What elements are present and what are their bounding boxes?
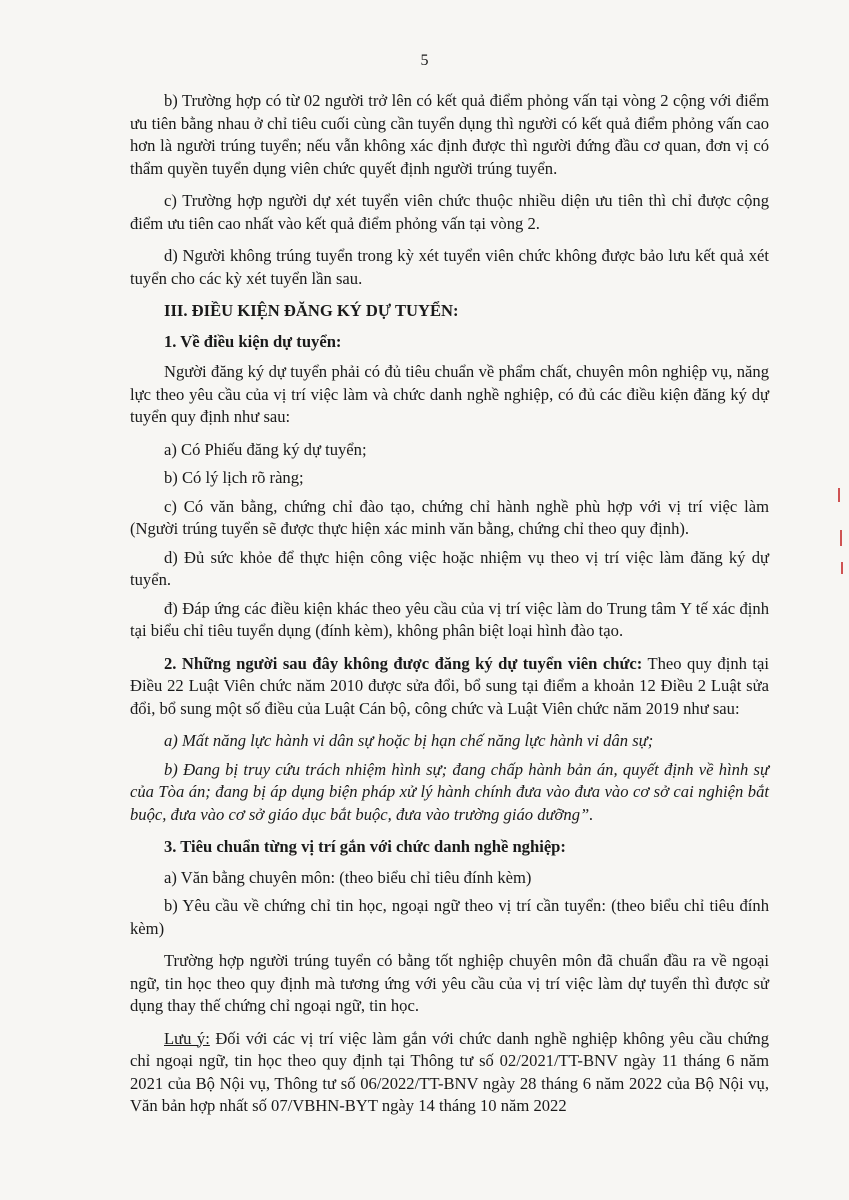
- subsection-3-note: Trường hợp người trúng tuyển có bằng tốt nghiệp chuyên môn đã chuẩn đầu ra về ngoại ngữ, tin học theo quy định mà tương ứng với yêu cầu của vị trí việc làm dự tuyển thì được sử dụng thay thế chứng chỉ ngoại ngữ, tin học.: [130, 951, 769, 1015]
- subsection-2-paragraph: [130, 653, 769, 721]
- list-item: c) Có văn bằng, chứng chỉ đào tạo, chứng chỉ hành nghề phù hợp với vị trí việc làm (Người trúng tuyển sẽ được thực hiện xác minh văn bằng, chứng chỉ theo quy định).: [130, 496, 769, 538]
- subsection-1-intro: Người đăng ký dự tuyển phải có đủ tiêu chuẩn về phẩm chất, chuyên môn nghiệp vụ, năng lực theo yêu cầu của vị trí việc làm và chức danh nghề nghiệp, có đủ các điều kiện đăng ký dự tuyển quy định như sau:: [130, 362, 769, 426]
- subsection-2-text: Theo quy định tại Điều 22 Luật Viên chức năm 2010 được sửa đổi, bổ sung tại điểm a khoản 12 Điều 2 Luật sửa đổi, bổ sung một số điều của Luật Cán bộ, công chức và Luật Viên chức năm 2019 như sau:: [130, 653, 769, 718]
- list-item: b) Có lý lịch rõ ràng;: [164, 468, 304, 487]
- list-item: b) Đang bị truy cứu trách nhiệm hình sự; đang chấp hành bản án, quyết định về hình sự của Tòa án; đang bị áp dụng biện pháp xử lý hành chính đưa vào đưa vào cơ sở cai nghiện bắt buộc, đưa vào cơ sở giáo dục bắt buộc, đưa vào trường giáo dưỡng”.: [130, 759, 769, 824]
- note-label: Lưu ý:: [164, 1028, 210, 1048]
- page-number: 5: [420, 52, 429, 69]
- subsection-heading-2: 2. Những người sau đây không được đăng ký dự tuyển viên chức:: [164, 653, 643, 673]
- list-item: đ) Đáp ứng các điều kiện khác theo yêu cầu của vị trí việc làm do Trung tâm Y tế xác định tại biểu chỉ tiêu tuyển dụng (đính kèm), không phân biệt loại hình đào tạo.: [130, 598, 769, 640]
- list-item: b) Yêu cầu về chứng chỉ tin học, ngoại ngữ theo vị trí cần tuyển: (theo biểu chỉ tiêu đính kèm): [130, 896, 769, 938]
- margin-mark: [838, 488, 840, 502]
- list-item: a) Văn bằng chuyên môn: (theo biểu chỉ tiêu đính kèm): [164, 867, 532, 887]
- list-item: d) Đủ sức khỏe để thực hiện công việc hoặc nhiệm vụ theo vị trí việc làm đăng ký dự tuyển.: [130, 547, 769, 589]
- document-body: [130, 90, 769, 1128]
- note-paragraph: [130, 1028, 769, 1118]
- paragraph-no-reservation: d) Người không trúng tuyển trong kỳ xét tuyển viên chức không được bảo lưu kết quả xét tuyển cho các kỳ xét tuyển lần sau.: [130, 246, 769, 288]
- note-text: Đối với các vị trí việc làm gắn với chức danh nghề nghiệp không yêu cầu chứng chỉ ngoại ngữ, tin học theo quy định tại Thông tư số 02/2021/TT-BNV ngày 11 tháng 6 năm 2021 của Bộ Nội vụ, Thông tư số 06/2022/TT-BNV ngày 28 tháng 6 năm 2022 của Bộ Nội vụ, Văn bản hợp nhất số 07/VBHN-BYT ngày 14 tháng 10 năm 2022: [130, 1028, 770, 1115]
- section-heading: III. ĐIỀU KIỆN ĐĂNG KÝ DỰ TUYỂN:: [164, 301, 459, 320]
- paragraph-priority-points: c) Trường hợp người dự xét tuyển viên chức thuộc nhiều diện ưu tiên thì chỉ được cộng điểm ưu tiên cao nhất vào kết quả điểm phỏng vấn tại vòng 2.: [130, 191, 769, 233]
- list-item: a) Có Phiếu đăng ký dự tuyển;: [164, 439, 367, 459]
- margin-mark: [841, 562, 843, 574]
- subsection-heading-1: 1. Về điều kiện dự tuyển:: [164, 331, 342, 351]
- list-item: a) Mất năng lực hành vi dân sự hoặc bị hạn chế năng lực hành vi dân sự;: [164, 731, 654, 750]
- margin-mark: [840, 530, 842, 546]
- paragraph-interview-tie: b) Trường hợp có từ 02 người trở lên có kết quả điểm phỏng vấn tại vòng 2 cộng với điểm ưu tiên bằng nhau ở chỉ tiêu cuối cùng cần tuyển dụng thì người có kết quả điểm phỏng vấn cao hơn là người trúng tuyển; nếu vẫn không xác định được thì người đứng đầu cơ quan, đơn vị có thẩm quyền tuyển dụng viên chức quyết định người trúng tuyển.: [130, 91, 769, 178]
- subsection-heading-3: 3. Tiêu chuẩn từng vị trí gắn với chức danh nghề nghiệp:: [164, 837, 566, 856]
